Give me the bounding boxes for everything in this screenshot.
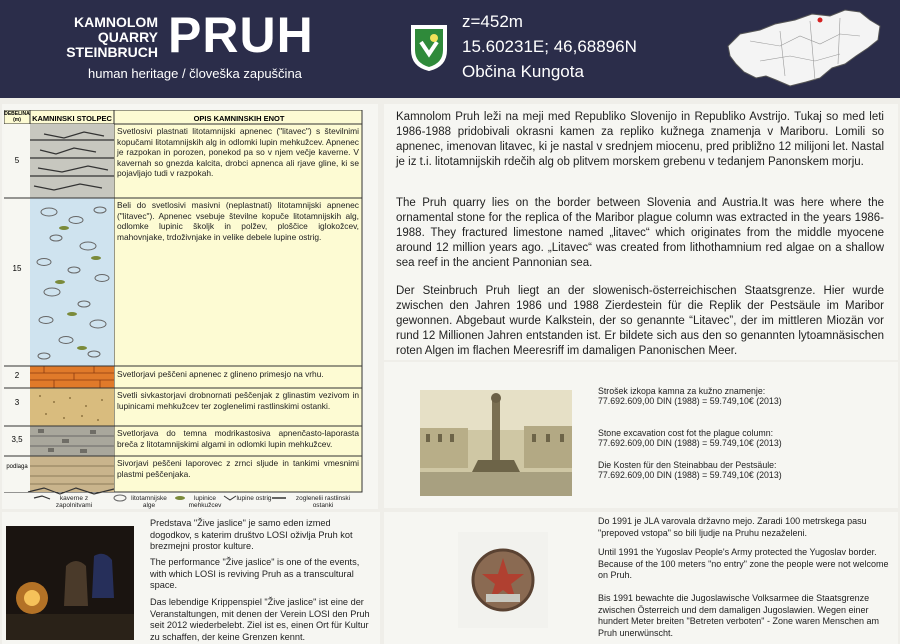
cost-value: 77.692.609,00 DIN (1988) = 59.749,10€ (2013): [598, 470, 782, 480]
intro-german: Der Steinbruch Pruh liegt an der slowenisch-österreichischen Staatsgrenze. Hier wurde zwischen den Jahren 1986 und 1988 Zierdestein für die Replik der Pestsäule im Maribor gewonnen. Abgebaut wurde Kalkstein, der so genannte “Litavec”, der im mittleren Miozän vor rund 12 Millionen Jahren entstanden ist. Er bildete sich aus den so genannten lytoamnäsischen roten Algen im flachen Meeresriff im damaligen Panonischen Meer.: [396, 285, 884, 357]
municipality-coat-of-arms-icon: [410, 24, 448, 72]
depth-label: 3,5: [11, 435, 23, 444]
page-subtitle: human heritage / človeška zapuščina: [88, 66, 302, 81]
label-quarry: QUARRY: [97, 29, 158, 45]
cost-value: 77.692.609,00 DIN (1988) = 59.749,10€ (2013): [598, 438, 782, 448]
cost-label: Die Kosten für den Steinabbau der Pestsäule:: [598, 460, 777, 470]
municipality: Občina Kungota: [462, 62, 584, 81]
layer-description: Sivorjavi peščeni laporovec z zrnci sljude in tankimi vmesnimi plastmi peščenjaka.: [117, 458, 359, 479]
layer-description: Svetlorjava do temna modrikastosiva apnenčasto-laporasta breča z litotamnijskimi algami in odlomki lupin mehkužcev.: [117, 428, 359, 449]
label-kamnolom: KAMNOLOM: [74, 14, 158, 30]
depth-label: 2: [14, 371, 20, 380]
quarry-labels: [58, 15, 158, 60]
label-steinbruch: STEINBRUCH: [66, 44, 158, 60]
layer-description: Svetlorjavi peščeni apnenec z glineno primesjo na vrhu.: [117, 369, 324, 379]
legend-label: kaverne z zapolnitvami: [55, 495, 93, 509]
intro-english: The Pruh quarry lies on the border between Slovenia and Austria.It was here where the ornamental stone for the replica of the Maribor plague column was extracted in the years 1986-1988. They fractured limestone named „litavec“ which originates from the middle myocene around 12 million years ago. „Litavec“ was created from lithothamnium red algae on a shallow sea reef in the ancient Pannonian sea.: [396, 197, 884, 269]
depth-label: 3: [14, 398, 20, 407]
legend-label: litotamnijske alge: [131, 495, 167, 509]
col-depth-header: DEBELINA (m): [4, 111, 30, 123]
army-badge-photo: [458, 532, 548, 628]
cost-english: [598, 428, 782, 448]
cost-german: [598, 460, 782, 480]
col-column-header: KAMNINSKI STOLPEC: [32, 114, 112, 123]
location-info: [462, 9, 637, 84]
border-german: Bis 1991 bewachte die Jugoslawische Volksarmee die Staatsgrenze zwischen Österreich und dem damaligen Jugoslawien. Wegen einer hundert Meter breiten "Betreten verboten" - Zone waren Menschen am Pruh unerwünscht.: [598, 593, 880, 638]
cost-slovene: [598, 386, 782, 406]
depth-label: 15: [12, 264, 22, 273]
nativity-english: The performance "Žive jaslice" is one of the events, with which LOSI is reviving Pruh as a transcultural space.: [150, 557, 360, 590]
depth-label: 5: [14, 156, 20, 165]
border-english: Until 1991 the Yugoslav People's Army protected the Yugoslav border. Because of the 100 meters "no entry" zone the people were not welcome on Pruh.: [598, 547, 889, 580]
intro-slovene: Kamnolom Pruh leži na meji med Republiko Slovenijo in Republiko Avstrijo. Tukaj so med leti 1986-1988 pridobivali okrasni kamen za repliko kužnega znamenja v Mariboru. Lomili so apnenec, imenovan litavec, ki je nastal v srednjem miocenu, pred približno 12 milijoni let. Nastal je iz t.i. litotamnijskih rdečih alg ob plitvem morskem grebenu v tedanjem Panonskem morju.: [396, 111, 884, 168]
altitude: z=452m: [462, 12, 523, 31]
nativity-german: Das lebendige Krippenspiel "Žive jaslice" ist eine der Veranstaltungen, mit denen der Verein LOSI den Pruh seit 2012 wiederbelebt. Ziel ist es, einen Ort für Kultur zu schaffen, der keine Grenzen kennt.: [150, 597, 370, 642]
nativity-slovene: Predstava "Žive jaslice" je samo eden izmed dogodkov, s katerim društvo LOSI oživlja Pruh kot brezmejni prostor kulture.: [150, 518, 353, 551]
slovenia-map-icon: [720, 6, 890, 92]
cost-label: Stone excavation cost fot the plague column:: [598, 428, 774, 438]
layer-description: Svetli sivkastorjavi drobnornati peščenjak z glinastim vezivom in lupinicami mehkužcev ter zoglenelimi rastlinskimi ostanki.: [117, 390, 359, 411]
legend-label: lupine ostrig: [236, 495, 272, 502]
legend-label: lupinice mehkužcev: [188, 495, 222, 509]
depth-label: podlaga: [6, 464, 28, 470]
cost-label: Strošek izkopa kamna za kužno znamenje:: [598, 386, 766, 396]
layer-description: Beli do svetlosivi masivni (neplastnati) litotamnijski apnenec ("litavec"). Apnenec vsebuje številne kopuče litotamnijskih alg, odlomke lupinic školjk in polžev, ploščice iglokožcev, mahovnjake, trdoživnjake in velike debele lupine ostrig.: [117, 200, 359, 242]
cost-value: 77.692.609,00 DIN (1988) = 59.749,10€ (2013): [598, 396, 782, 406]
border-slovene: Do 1991 je JLA varovala državno mejo. Zaradi 100 metrskega pasu "prepoved vstopa" so bili ljudje na Pruhu nezaželeni.: [598, 516, 867, 538]
plague-column-photo: [420, 390, 572, 496]
nativity-photo: [6, 526, 134, 640]
layer-description: Svetlosivi plastnati litotamnijski apnenec ("litavec") s številnimi kopučami litotamnijskih alg in odlomki lupin mehkužcev. Apnenec je razpokan in porozen, ponekod pa so v njem večje kaverne. V kavernah so gnezda kalcita, drobci apnenca ali rjave gline, ki se pojavljajo tudi v razpokah.: [117, 126, 359, 178]
col-desc-header: OPIS KAMNINSKIH ENOT: [193, 114, 285, 123]
page-title: PRUH: [168, 7, 314, 63]
header-bar: [0, 0, 900, 98]
legend-label: zoglenelii rastlinski ostanki: [295, 495, 351, 509]
coordinates: 15.60231E; 46,68896N: [462, 37, 637, 56]
